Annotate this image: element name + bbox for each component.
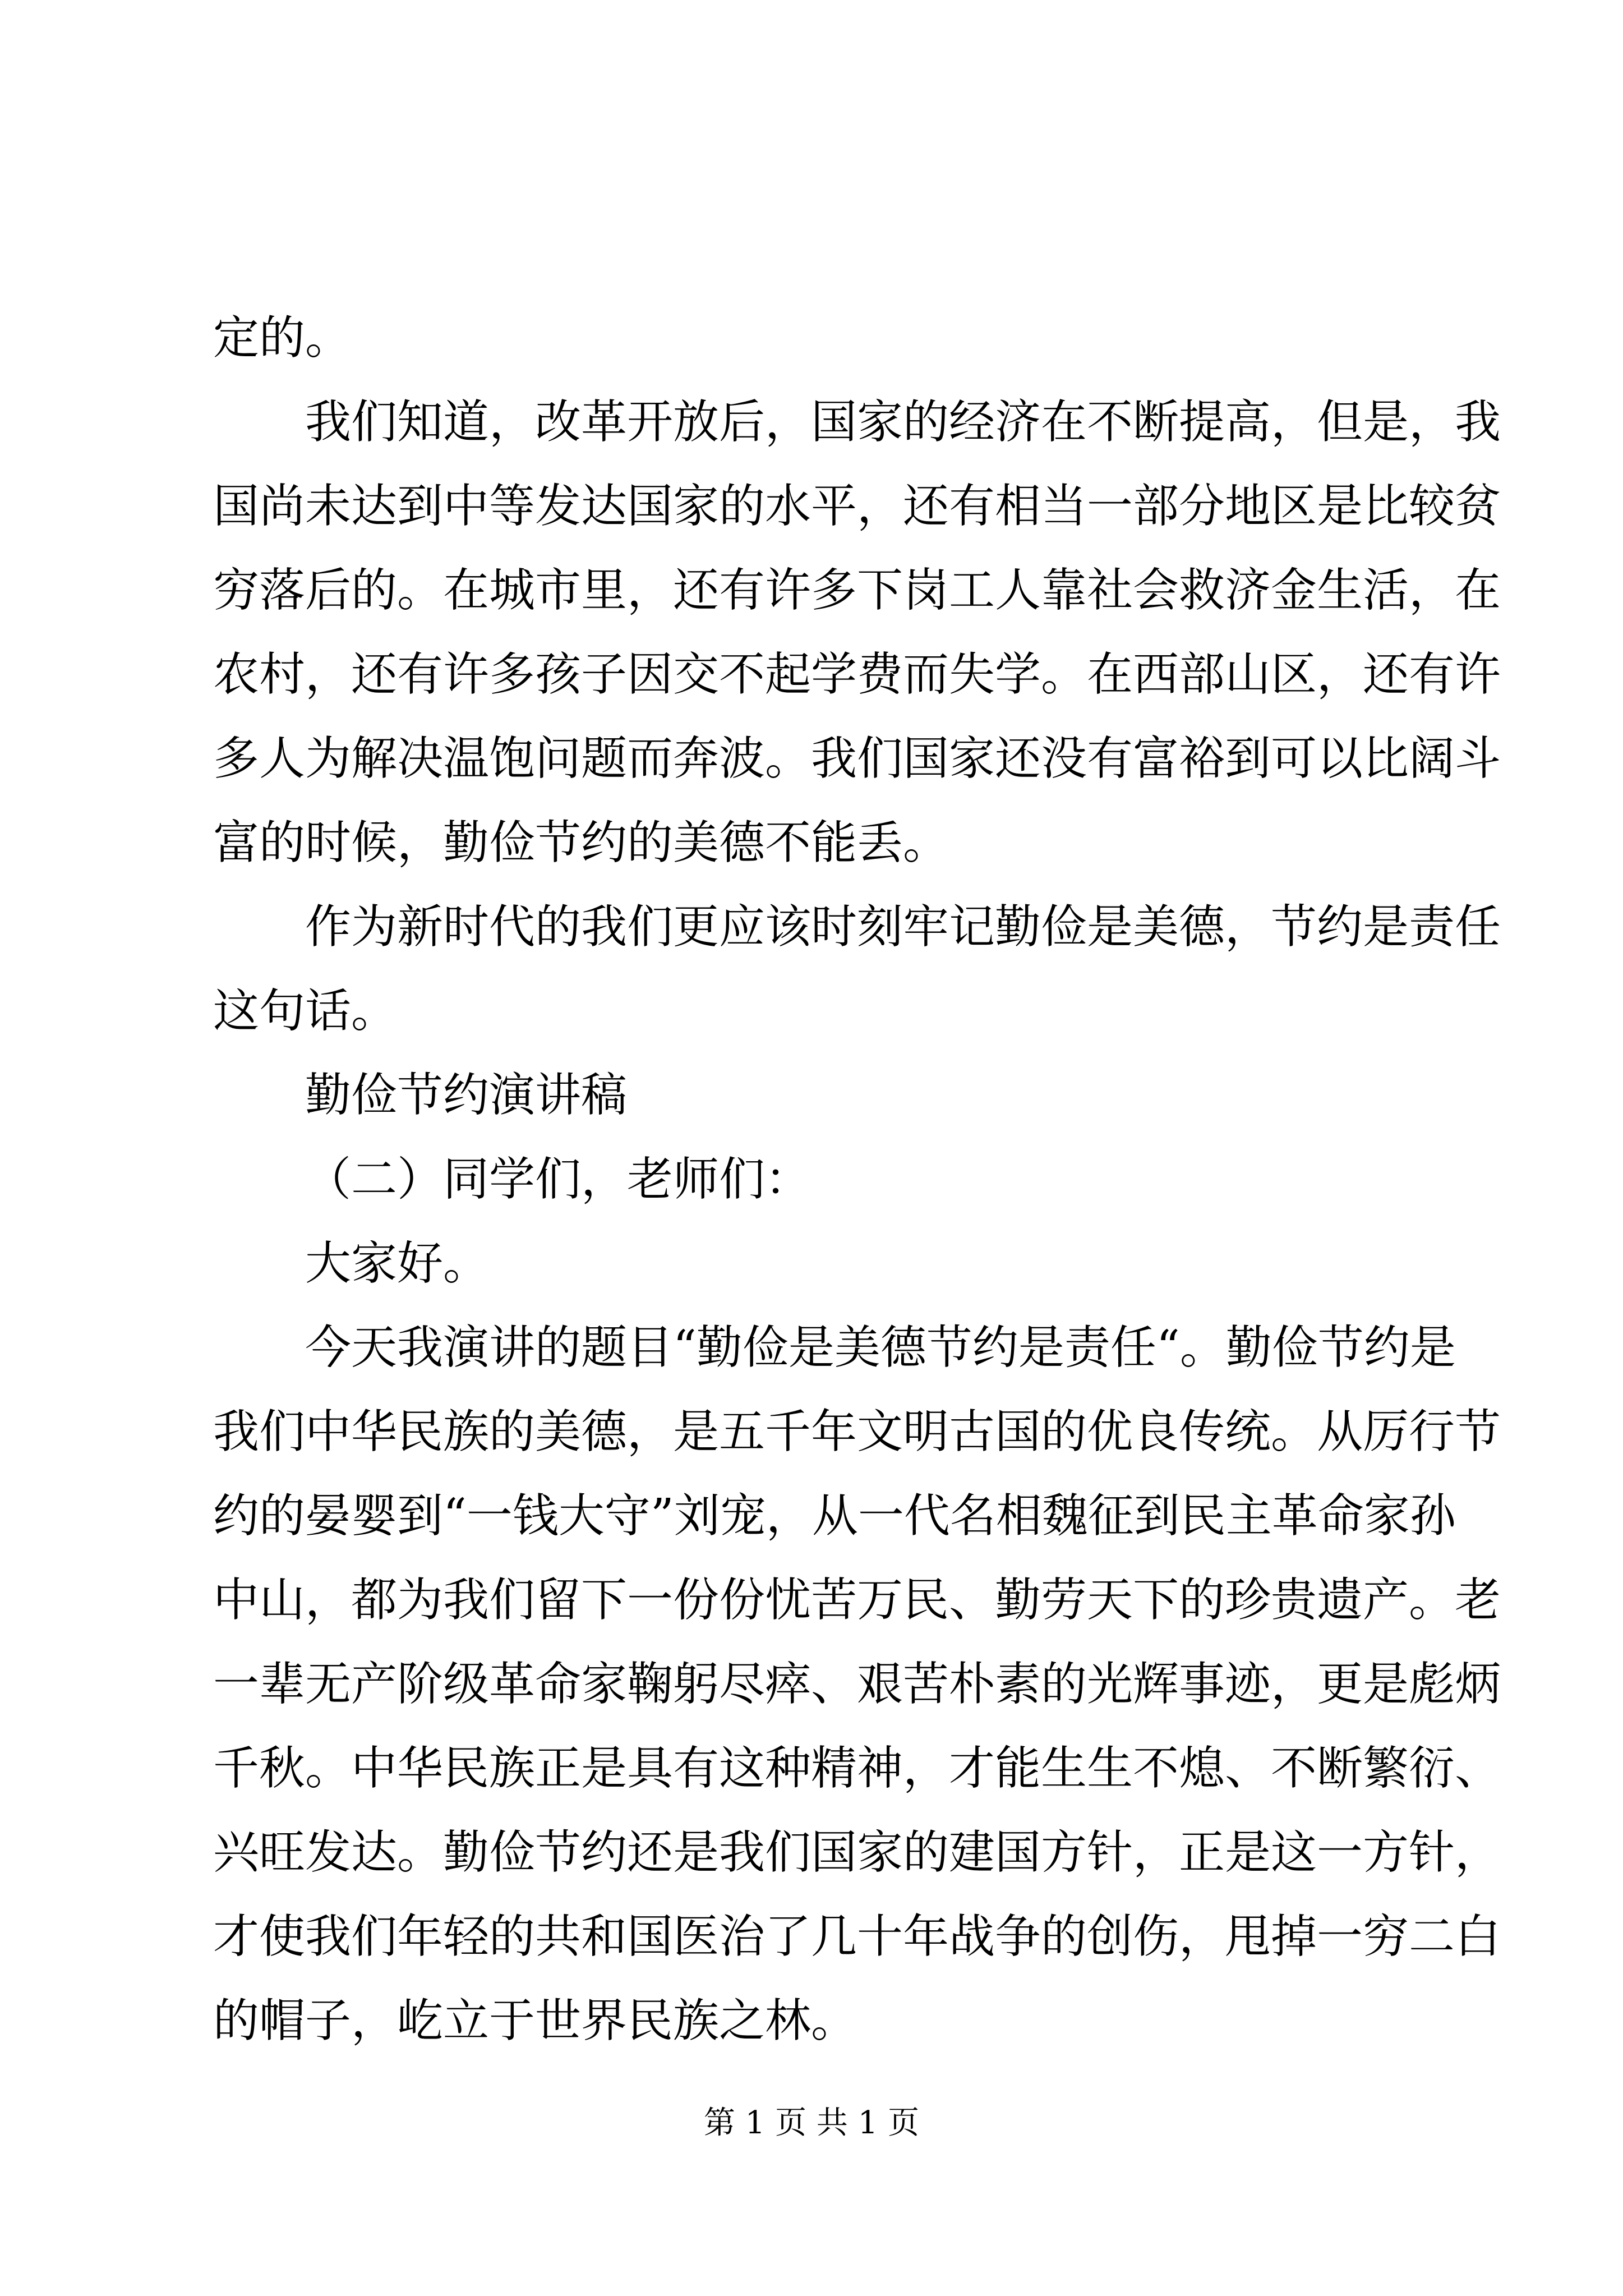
text-line: 兴旺发达。勤俭节约还是我们国家的建国方针，正是这一方针， — [213, 1826, 1501, 1879]
text-line: 中山，都为我们留下一份份忧苦万民、勤劳天下的珍贵遗产。老 — [213, 1573, 1501, 1627]
page-number-footer: 第 1 页 共 1 页 — [703, 2105, 920, 2141]
greeting-line: 大家好。 — [305, 1237, 490, 1290]
document-body — [213, 296, 1501, 2063]
text-line: 多人为解决温饱问题而奔波。我们国家还没有富裕到可以比阔斗 — [213, 732, 1501, 785]
text-line: 我们中华民族的美德，是五千年文明古国的优良传统。从厉行节 — [213, 1405, 1501, 1458]
text-line: 农村，还有许多孩子因交不起学费而失学。在西部山区，还有许 — [213, 648, 1501, 701]
salutation-line: （二）同学们，老师们： — [305, 1153, 811, 1206]
paragraph-start-line: 今天我演讲的题目“勤俭是美德节约是责任“。勤俭节约是 — [305, 1321, 1456, 1374]
text-line: 约的晏婴到“一钱大守”刘宠，从一代名相魏征到民主革命家孙 — [213, 1489, 1456, 1543]
text-line: 这句话。 — [213, 984, 398, 1038]
text-line: 的帽子，屹立于世界民族之林。 — [213, 1994, 857, 2047]
section-title: 勤俭节约演讲稿 — [305, 1069, 628, 1122]
text-line: 千秋。中华民族正是具有这种精神，才能生生不熄、不断繁衍、 — [213, 1742, 1501, 1795]
text-line: 一辈无产阶级革命家鞠躬尽瘁、艰苦朴素的光辉事迹，更是彪炳 — [213, 1658, 1501, 1711]
text-line: 定的。 — [213, 311, 352, 365]
text-line: 国尚未达到中等发达国家的水平，还有相当一部分地区是比较贫 — [213, 480, 1501, 533]
text-line: 才使我们年轻的共和国医治了几十年战争的创伤，甩掉一穷二白 — [213, 1910, 1501, 1963]
paragraph-start-line: 我们知道，改革开放后，国家的经济在不断提高，但是，我 — [305, 395, 1501, 449]
paragraph-start-line: 作为新时代的我们更应该时刻牢记勤俭是美德，节约是责任 — [305, 900, 1501, 954]
text-line: 穷落后的。在城市里，还有许多下岗工人靠社会救济金生活，在 — [213, 564, 1501, 617]
text-line: 富的时候，勤俭节约的美德不能丢。 — [213, 816, 949, 869]
